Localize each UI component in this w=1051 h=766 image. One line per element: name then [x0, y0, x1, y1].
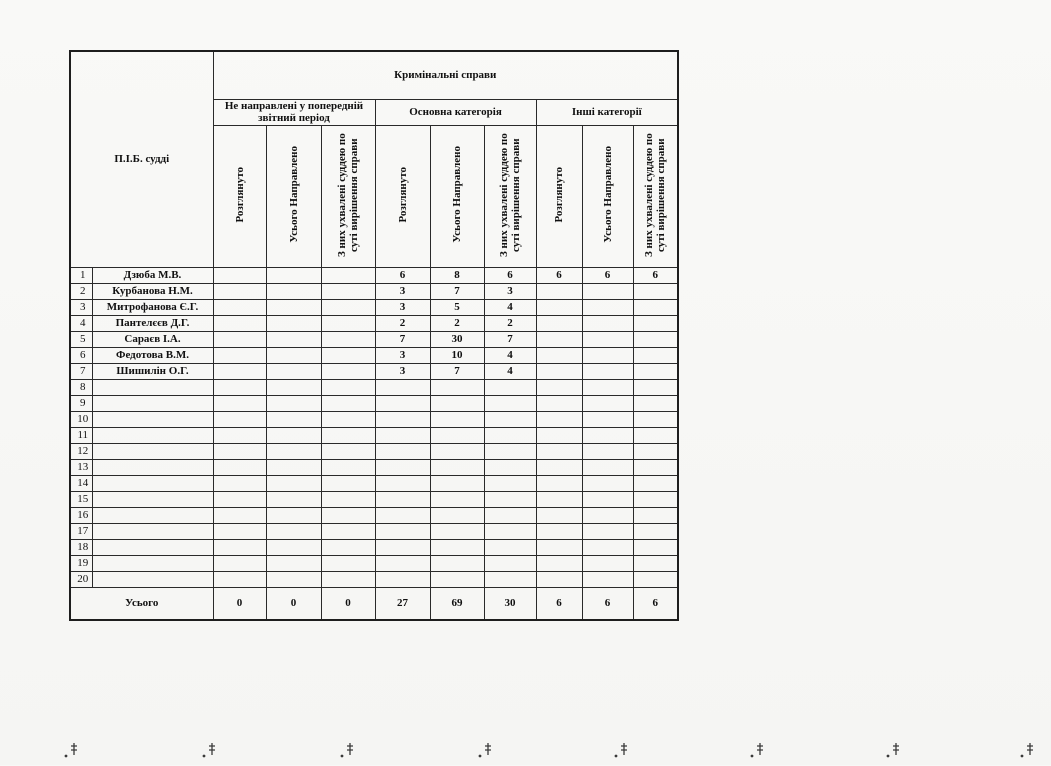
- table-cell: [266, 363, 321, 379]
- table-cell: [266, 523, 321, 539]
- table-cell: [633, 347, 678, 363]
- table-cell: [536, 443, 582, 459]
- table-cell: [213, 379, 266, 395]
- table-cell: [266, 299, 321, 315]
- table-cell: 7: [430, 363, 484, 379]
- row-number: 14: [70, 475, 92, 491]
- table-cell: [375, 555, 430, 571]
- judge-name: [92, 507, 213, 523]
- table-cell: [633, 411, 678, 427]
- table-cell: [213, 363, 266, 379]
- table-cell: [321, 571, 375, 587]
- table-cell: [536, 331, 582, 347]
- table-cell: [266, 507, 321, 523]
- table-cell: [375, 507, 430, 523]
- table-cell: [266, 459, 321, 475]
- table-cell: [213, 523, 266, 539]
- table-cell: [213, 427, 266, 443]
- table-row: [70, 459, 678, 475]
- judge-name: [92, 555, 213, 571]
- table-cell: [430, 491, 484, 507]
- table-cell: 2: [430, 315, 484, 331]
- table-cell: [430, 443, 484, 459]
- row-number: 5: [70, 331, 92, 347]
- table-cell: 4: [484, 299, 536, 315]
- table-cell: [582, 315, 633, 331]
- table-row: [70, 347, 678, 363]
- totals-label: Усього: [70, 587, 213, 620]
- table-cell: [321, 347, 375, 363]
- table-cell: [582, 443, 633, 459]
- table-row: [70, 379, 678, 395]
- total-cell: 6: [633, 587, 678, 620]
- table-cell: [375, 475, 430, 491]
- table-cell: 3: [375, 363, 430, 379]
- table-cell: [321, 523, 375, 539]
- table-cell: [321, 267, 375, 283]
- table-cell: 2: [484, 315, 536, 331]
- table-cell: [213, 347, 266, 363]
- column-header: [375, 125, 430, 267]
- table-row: [70, 395, 678, 411]
- column-header-label: З них ухвалені суддею по суті вирішення справи: [498, 132, 522, 257]
- table-cell: [633, 315, 678, 331]
- table-cell: [266, 411, 321, 427]
- table-row: [70, 363, 678, 379]
- table-cell: [213, 491, 266, 507]
- table-cell: [213, 411, 266, 427]
- table-cell: [266, 347, 321, 363]
- table-cell: [213, 267, 266, 283]
- table-cell: [582, 363, 633, 379]
- table-row: [70, 491, 678, 507]
- table-cell: [266, 539, 321, 555]
- criminal-cases-table: [69, 50, 679, 621]
- table-cell: [430, 411, 484, 427]
- table-cell: [321, 315, 375, 331]
- table-cell: [536, 491, 582, 507]
- table-cell: [375, 539, 430, 555]
- table-cell: [484, 475, 536, 491]
- judge-name: [92, 443, 213, 459]
- table-cell: [633, 331, 678, 347]
- judge-name: [92, 379, 213, 395]
- column-header-label: Розглянуто: [233, 166, 246, 223]
- row-number: 12: [70, 443, 92, 459]
- table-cell: [266, 491, 321, 507]
- table-cell: 10: [430, 347, 484, 363]
- table-cell: [213, 283, 266, 299]
- table-cell: [536, 427, 582, 443]
- column-header: [321, 125, 375, 267]
- judge-name: Курбанова Н.М.: [92, 283, 213, 299]
- table-cell: [633, 491, 678, 507]
- row-number: 9: [70, 395, 92, 411]
- table-cell: [266, 475, 321, 491]
- table-cell: 3: [375, 347, 430, 363]
- column-header-label: З них ухвалені суддею по суті вирішення справи: [643, 132, 668, 257]
- total-cell: 0: [321, 587, 375, 620]
- column-header: [536, 125, 582, 267]
- group-header: Не направлені у попередній звітний період: [213, 99, 375, 125]
- table-cell: 8: [430, 267, 484, 283]
- row-number: 13: [70, 459, 92, 475]
- total-cell: 30: [484, 587, 536, 620]
- table-cell: [633, 459, 678, 475]
- table-cell: [375, 443, 430, 459]
- table-cell: 6: [375, 267, 430, 283]
- table-cell: [213, 539, 266, 555]
- table-row: [70, 475, 678, 491]
- table-cell: [321, 379, 375, 395]
- table-cell: 7: [484, 331, 536, 347]
- table-cell: 3: [375, 283, 430, 299]
- table-cell: [536, 459, 582, 475]
- table-cell: [430, 571, 484, 587]
- table-cell: [633, 571, 678, 587]
- table-cell: [633, 443, 678, 459]
- table-cell: [484, 555, 536, 571]
- table-cell: [536, 395, 582, 411]
- table-cell: [375, 571, 430, 587]
- table-cell: [375, 379, 430, 395]
- table-cell: [430, 555, 484, 571]
- row-number: 15: [70, 491, 92, 507]
- table-cell: [582, 507, 633, 523]
- group-header: Основна категорія: [375, 99, 536, 125]
- table-cell: [582, 331, 633, 347]
- judge-name: [92, 427, 213, 443]
- table-cell: [582, 491, 633, 507]
- total-cell: 6: [536, 587, 582, 620]
- table-cell: [430, 459, 484, 475]
- row-number: 18: [70, 539, 92, 555]
- table-row: [70, 283, 678, 299]
- judge-name: Сараєв І.А.: [92, 331, 213, 347]
- column-header: [633, 125, 678, 267]
- table-row: [70, 267, 678, 283]
- table-cell: [266, 443, 321, 459]
- table-row: [70, 411, 678, 427]
- table-row: [70, 427, 678, 443]
- table-cell: [633, 555, 678, 571]
- table-cell: [321, 363, 375, 379]
- table-cell: [266, 331, 321, 347]
- table-cell: [582, 411, 633, 427]
- table-cell: [633, 283, 678, 299]
- table-cell: [213, 459, 266, 475]
- table-cell: 2: [375, 315, 430, 331]
- column-header: [430, 125, 484, 267]
- table-cell: [321, 395, 375, 411]
- row-number: 3: [70, 299, 92, 315]
- table-cell: [582, 475, 633, 491]
- table-cell: [430, 475, 484, 491]
- table-cell: [536, 571, 582, 587]
- table-cell: [536, 555, 582, 571]
- table-cell: [375, 395, 430, 411]
- table-cell: [375, 523, 430, 539]
- table-cell: [321, 507, 375, 523]
- total-cell: 0: [266, 587, 321, 620]
- row-number: 1: [70, 267, 92, 283]
- row-number: 10: [70, 411, 92, 427]
- table-cell: [582, 555, 633, 571]
- table-cell: [321, 411, 375, 427]
- table-cell: [582, 299, 633, 315]
- row-number: 16: [70, 507, 92, 523]
- table-cell: [484, 523, 536, 539]
- scanner-registration-mark-icon: [884, 741, 902, 761]
- row-number: 20: [70, 571, 92, 587]
- table-cell: [633, 523, 678, 539]
- scanner-registration-mark-icon: [748, 741, 766, 761]
- scanner-registration-mark-icon: [62, 741, 80, 761]
- table-row: [70, 443, 678, 459]
- table-cell: 7: [375, 331, 430, 347]
- table-cell: [536, 507, 582, 523]
- table-cell: [321, 475, 375, 491]
- row-number: 17: [70, 523, 92, 539]
- table-cell: [266, 395, 321, 411]
- table-cell: [582, 571, 633, 587]
- table-cell: [536, 523, 582, 539]
- table-cell: [375, 427, 430, 443]
- table-cell: [582, 347, 633, 363]
- table-cell: [536, 363, 582, 379]
- judge-name: [92, 459, 213, 475]
- table-cell: [321, 443, 375, 459]
- table-cell: [633, 395, 678, 411]
- table-cell: [582, 379, 633, 395]
- table-cell: [633, 539, 678, 555]
- table-row: [70, 315, 678, 331]
- table-cell: 7: [430, 283, 484, 299]
- table-cell: [484, 507, 536, 523]
- judge-name: Шишилін О.Г.: [92, 363, 213, 379]
- table-cell: [536, 539, 582, 555]
- table-cell: [536, 347, 582, 363]
- row-number: 7: [70, 363, 92, 379]
- scanner-registration-mark-icon: [338, 741, 356, 761]
- column-header: [266, 125, 321, 267]
- column-header-label: З них ухвалені суддею по суті вирішення справи: [336, 132, 360, 257]
- table-cell: [536, 315, 582, 331]
- column-header: [484, 125, 536, 267]
- table-cell: [321, 459, 375, 475]
- table-cell: [484, 571, 536, 587]
- row-number: 8: [70, 379, 92, 395]
- table-cell: [266, 267, 321, 283]
- column-header: [582, 125, 633, 267]
- table-cell: [633, 299, 678, 315]
- table-row: [70, 507, 678, 523]
- table-cell: [213, 395, 266, 411]
- row-number: 11: [70, 427, 92, 443]
- total-cell: 27: [375, 587, 430, 620]
- table-cell: [266, 283, 321, 299]
- table-cell: [484, 443, 536, 459]
- table-cell: [484, 379, 536, 395]
- table-cell: [266, 555, 321, 571]
- table-cell: [321, 331, 375, 347]
- table-cell: [484, 395, 536, 411]
- table-cell: 4: [484, 363, 536, 379]
- total-cell: 69: [430, 587, 484, 620]
- table-cell: [213, 299, 266, 315]
- table-cell: 6: [633, 267, 678, 283]
- table-cell: [213, 443, 266, 459]
- judge-name: Пантелєєв Д.Г.: [92, 315, 213, 331]
- table-cell: [213, 507, 266, 523]
- table-cell: [536, 411, 582, 427]
- table-cell: [430, 539, 484, 555]
- table-cell: [633, 427, 678, 443]
- table-cell: 3: [375, 299, 430, 315]
- judge-name-header: П.І.Б. судді: [70, 51, 213, 267]
- table-cell: [536, 379, 582, 395]
- column-header-label: Усього Направлено: [287, 146, 300, 243]
- table-cell: 4: [484, 347, 536, 363]
- table-cell: [484, 427, 536, 443]
- table-cell: [633, 507, 678, 523]
- table-cell: [266, 427, 321, 443]
- table-row: [70, 539, 678, 555]
- table-cell: [213, 475, 266, 491]
- scan-marks: [0, 735, 1051, 765]
- column-header-label: Усього Направлено: [601, 146, 614, 243]
- table-cell: [430, 427, 484, 443]
- table-cell: [582, 283, 633, 299]
- table-cell: [633, 363, 678, 379]
- table-cell: [484, 411, 536, 427]
- judge-name: Митрофанова Є.Г.: [92, 299, 213, 315]
- column-header-label: Розглянуто: [553, 166, 565, 223]
- table-cell: [375, 411, 430, 427]
- table-cell: [484, 459, 536, 475]
- table-cell: [430, 379, 484, 395]
- table-cell: [213, 331, 266, 347]
- table-cell: [536, 283, 582, 299]
- table-cell: [536, 299, 582, 315]
- table-cell: [582, 427, 633, 443]
- table-cell: [213, 571, 266, 587]
- table-cell: [633, 475, 678, 491]
- table-cell: [484, 491, 536, 507]
- group-header: Інші категорії: [536, 99, 678, 125]
- table-cell: [582, 459, 633, 475]
- table-cell: [321, 283, 375, 299]
- column-header: [213, 125, 266, 267]
- table-cell: [536, 475, 582, 491]
- table-row: [70, 555, 678, 571]
- column-header-label: Усього Направлено: [451, 146, 463, 243]
- table-row: [70, 331, 678, 347]
- judge-name: [92, 571, 213, 587]
- table-cell: [430, 395, 484, 411]
- table-cell: [213, 315, 266, 331]
- table-cell: 5: [430, 299, 484, 315]
- table-cell: [321, 555, 375, 571]
- table-cell: 30: [430, 331, 484, 347]
- table-cell: [266, 571, 321, 587]
- table-cell: [266, 315, 321, 331]
- table-cell: [484, 539, 536, 555]
- table-cell: [213, 555, 266, 571]
- judge-name: [92, 539, 213, 555]
- table-cell: 6: [582, 267, 633, 283]
- totals-row: [70, 587, 678, 620]
- table-cell: [430, 507, 484, 523]
- table-cell: [582, 539, 633, 555]
- total-cell: 6: [582, 587, 633, 620]
- table-row: [70, 523, 678, 539]
- row-number: 19: [70, 555, 92, 571]
- table-cell: [582, 523, 633, 539]
- table-cell: 6: [484, 267, 536, 283]
- table-cell: [321, 427, 375, 443]
- judge-name: Федотова В.М.: [92, 347, 213, 363]
- table-cell: [321, 491, 375, 507]
- table-cell: [582, 395, 633, 411]
- scanner-registration-mark-icon: [612, 741, 630, 761]
- table-row: [70, 571, 678, 587]
- row-number: 4: [70, 315, 92, 331]
- table-cell: [633, 379, 678, 395]
- judge-name: [92, 395, 213, 411]
- scanner-registration-mark-icon: [1018, 741, 1036, 761]
- judge-name: [92, 491, 213, 507]
- scanner-registration-mark-icon: [200, 741, 218, 761]
- scanner-registration-mark-icon: [476, 741, 494, 761]
- table-cell: 3: [484, 283, 536, 299]
- table-cell: [375, 459, 430, 475]
- table-cell: 6: [536, 267, 582, 283]
- table-cell: [321, 539, 375, 555]
- judge-name: [92, 411, 213, 427]
- judge-name: [92, 475, 213, 491]
- judge-name: [92, 523, 213, 539]
- row-number: 2: [70, 283, 92, 299]
- table-title: Кримінальні справи: [213, 51, 678, 99]
- table-cell: [321, 299, 375, 315]
- table-row: [70, 299, 678, 315]
- table-cell: [375, 491, 430, 507]
- column-header-label: Розглянуто: [396, 166, 409, 223]
- judge-name: Дзюба М.В.: [92, 267, 213, 283]
- table-cell: [266, 379, 321, 395]
- row-number: 6: [70, 347, 92, 363]
- total-cell: 0: [213, 587, 266, 620]
- table-cell: [430, 523, 484, 539]
